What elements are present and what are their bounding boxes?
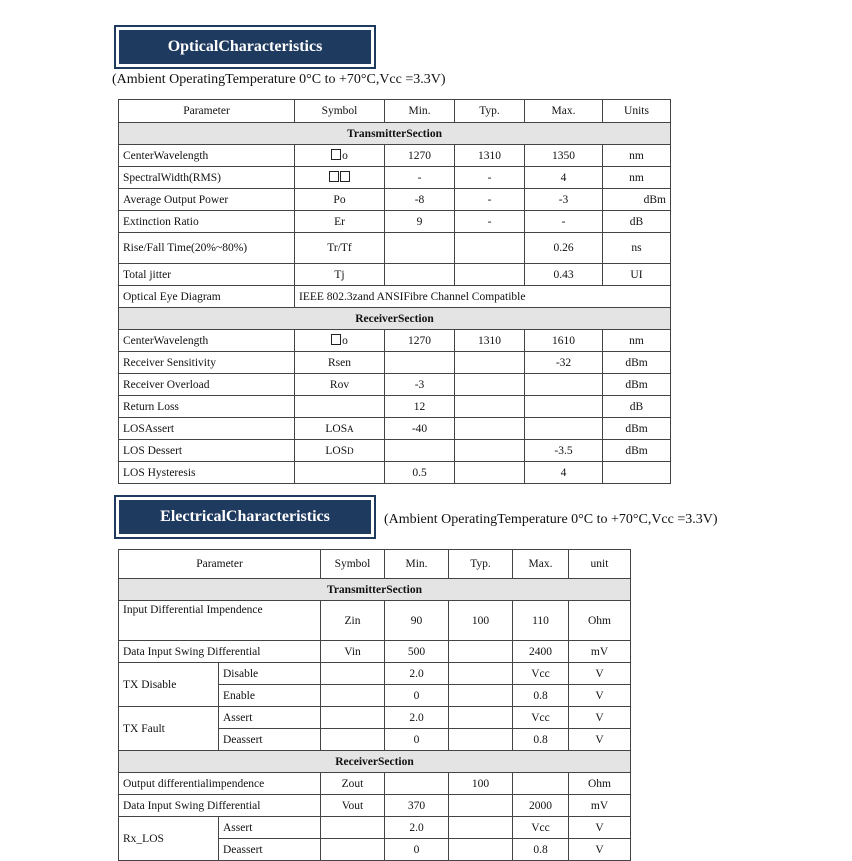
param-cell: Optical Eye Diagram (119, 286, 295, 308)
min-cell (385, 264, 455, 286)
typ-cell: 100 (449, 773, 513, 795)
symbol-cell: Rsen (295, 352, 385, 374)
param-cell: SpectralWidth(RMS) (119, 167, 295, 189)
max-cell: -32 (525, 352, 603, 374)
section-title: ReceiverSection (119, 308, 671, 330)
max-cell: 0.43 (525, 264, 603, 286)
header-cell: Typ. (455, 100, 525, 123)
max-cell: 4 (525, 462, 603, 484)
min-cell: 500 (385, 641, 449, 663)
param-cell: Input Differential Impendence (119, 601, 321, 641)
param-cell: LOS Hysteresis (119, 462, 295, 484)
header-cell: Min. (385, 100, 455, 123)
symbol-cell: o (295, 145, 385, 167)
param-cell: CenterWavelength (119, 330, 295, 352)
symbol-cell: Tj (295, 264, 385, 286)
symbol-cell: Vin (321, 641, 385, 663)
table-row (119, 440, 671, 462)
typ-cell (449, 707, 513, 729)
header-cell: Symbol (295, 100, 385, 123)
sub-param-cell: Enable (219, 685, 321, 707)
param-cell: CenterWavelength (119, 145, 295, 167)
table-row (119, 352, 671, 374)
param-cell: LOSAssert (119, 418, 295, 440)
symbol-cell: Po (295, 189, 385, 211)
typ-cell: 100 (449, 601, 513, 641)
optical-condition: (Ambient OperatingTemperature 0°C to +70°C,Vcc =3.3V) (112, 72, 446, 87)
max-cell: Vcc (513, 707, 569, 729)
table-row (119, 374, 671, 396)
unit-cell: nm (603, 145, 671, 167)
min-cell (385, 233, 455, 264)
symbol-cell: LOSD (295, 440, 385, 462)
max-cell (525, 418, 603, 440)
table-row (119, 462, 671, 484)
table-row (119, 817, 631, 839)
max-cell: 2000 (513, 795, 569, 817)
typ-cell (449, 663, 513, 685)
max-cell: 4 (525, 167, 603, 189)
missing-glyph-box-icon (340, 171, 350, 182)
max-cell: Vcc (513, 663, 569, 685)
param-cell: Data Input Swing Differential (119, 641, 321, 663)
unit-cell: dBm (603, 440, 671, 462)
min-cell: 2.0 (385, 663, 449, 685)
max-cell: 110 (513, 601, 569, 641)
sub-param-cell: Assert (219, 817, 321, 839)
sub-param-cell: Disable (219, 663, 321, 685)
header-cell: Max. (513, 550, 569, 579)
unit-cell: Ohm (569, 773, 631, 795)
unit-cell: UI (603, 264, 671, 286)
unit-cell: mV (569, 795, 631, 817)
typ-cell (455, 374, 525, 396)
optical-title-banner (114, 25, 376, 69)
header-cell: Typ. (449, 550, 513, 579)
table-row (119, 418, 671, 440)
missing-glyph-box-icon (329, 171, 339, 182)
optical-title: OpticalCharacteristics (119, 30, 371, 64)
symbol-cell: LOSA (295, 418, 385, 440)
unit-cell: nm (603, 167, 671, 189)
optical-table (118, 99, 671, 484)
electrical-tx-section-row (119, 579, 631, 601)
min-cell (385, 352, 455, 374)
unit-cell: V (569, 707, 631, 729)
header-cell: Symbol (321, 550, 385, 579)
typ-cell (449, 839, 513, 861)
max-cell (525, 396, 603, 418)
symbol-cell: Zin (321, 601, 385, 641)
unit-cell: dB (603, 211, 671, 233)
unit-cell: Ohm (569, 601, 631, 641)
unit-cell: nm (603, 330, 671, 352)
max-cell: 0.26 (525, 233, 603, 264)
optical-rx-section-row (119, 308, 671, 330)
param-cell: Receiver Sensitivity (119, 352, 295, 374)
table-row (119, 707, 631, 729)
min-cell: 0 (385, 729, 449, 751)
symbol-cell (321, 663, 385, 685)
typ-cell (455, 264, 525, 286)
table-row (119, 145, 671, 167)
electrical-condition: (Ambient OperatingTemperature 0°C to +70°C,Vcc =3.3V) (384, 512, 718, 527)
table-row (119, 396, 671, 418)
table-row (119, 189, 671, 211)
symbol-cell (295, 396, 385, 418)
max-cell: 0.8 (513, 729, 569, 751)
max-cell: 0.8 (513, 685, 569, 707)
min-cell: 0 (385, 839, 449, 861)
unit-cell: V (569, 663, 631, 685)
table-row (119, 233, 671, 264)
param-cell: Rise/Fall Time(20%~80%) (119, 233, 295, 264)
typ-cell: - (455, 211, 525, 233)
typ-cell (449, 729, 513, 751)
typ-cell: 1310 (455, 145, 525, 167)
missing-glyph-box-icon (331, 149, 341, 160)
table-row (119, 773, 631, 795)
symbol-cell: o (295, 330, 385, 352)
symbol-cell (321, 707, 385, 729)
section-title: ReceiverSection (119, 751, 631, 773)
sub-param-cell: Deassert (219, 729, 321, 751)
min-cell: 90 (385, 601, 449, 641)
min-cell: 370 (385, 795, 449, 817)
param-cell: Extinction Ratio (119, 211, 295, 233)
typ-cell (449, 817, 513, 839)
max-cell: 1610 (525, 330, 603, 352)
header-cell: unit (569, 550, 631, 579)
typ-cell (455, 352, 525, 374)
table-row (119, 264, 671, 286)
unit-cell (603, 462, 671, 484)
typ-cell (449, 795, 513, 817)
min-cell: - (385, 167, 455, 189)
table-row (119, 641, 631, 663)
max-cell: -3.5 (525, 440, 603, 462)
electrical-rx-section-row (119, 751, 631, 773)
max-cell: -3 (525, 189, 603, 211)
max-cell (525, 374, 603, 396)
min-cell: -3 (385, 374, 455, 396)
section-title: TransmitterSection (119, 123, 671, 145)
group-label: Rx_LOS (119, 817, 219, 861)
min-cell: 9 (385, 211, 455, 233)
max-cell: 1350 (525, 145, 603, 167)
electrical-header-row (119, 550, 631, 579)
param-cell: Average Output Power (119, 189, 295, 211)
unit-cell: V (569, 729, 631, 751)
min-cell: 1270 (385, 330, 455, 352)
unit-cell: V (569, 817, 631, 839)
min-cell: 0 (385, 685, 449, 707)
max-cell: - (525, 211, 603, 233)
typ-cell (455, 396, 525, 418)
table-row (119, 167, 671, 189)
max-cell (513, 773, 569, 795)
header-cell: Min. (385, 550, 449, 579)
header-cell: Max. (525, 100, 603, 123)
table-row (119, 330, 671, 352)
unit-cell: mV (569, 641, 631, 663)
unit-cell: dB (603, 396, 671, 418)
param-cell: Data Input Swing Differential (119, 795, 321, 817)
min-cell: 12 (385, 396, 455, 418)
electrical-title: ElectricalCharacteristics (119, 500, 371, 534)
min-cell: 2.0 (385, 707, 449, 729)
table-row (119, 601, 631, 641)
typ-cell: - (455, 189, 525, 211)
min-cell (385, 440, 455, 462)
optical-header-row (119, 100, 671, 123)
min-cell: -8 (385, 189, 455, 211)
table-row (119, 211, 671, 233)
min-cell (385, 773, 449, 795)
symbol-cell (321, 817, 385, 839)
typ-cell: - (455, 167, 525, 189)
typ-cell (449, 685, 513, 707)
typ-cell (455, 462, 525, 484)
min-cell: -40 (385, 418, 455, 440)
group-label: TX Fault (119, 707, 219, 751)
optical-tx-section-row (119, 123, 671, 145)
unit-cell: V (569, 839, 631, 861)
table-row (119, 663, 631, 685)
max-cell: 0.8 (513, 839, 569, 861)
symbol-cell: Vout (321, 795, 385, 817)
eye-diagram-value: IEEE 802.3zand ANSIFibre Channel Compatible (295, 286, 671, 308)
table-row (119, 795, 631, 817)
symbol-cell (321, 685, 385, 707)
max-cell: 2400 (513, 641, 569, 663)
header-cell: Units (603, 100, 671, 123)
max-cell: Vcc (513, 817, 569, 839)
symbol-cell (321, 839, 385, 861)
sub-param-cell: Deassert (219, 839, 321, 861)
unit-cell: V (569, 685, 631, 707)
unit-cell: dBm (603, 418, 671, 440)
unit-cell: dBm (603, 374, 671, 396)
group-label: TX Disable (119, 663, 219, 707)
header-cell: Parameter (119, 100, 295, 123)
typ-cell (449, 641, 513, 663)
min-cell: 1270 (385, 145, 455, 167)
param-cell: Return Loss (119, 396, 295, 418)
electrical-title-banner (114, 495, 376, 539)
sub-param-cell: Assert (219, 707, 321, 729)
unit-cell: dBm (603, 352, 671, 374)
typ-cell (455, 440, 525, 462)
param-cell: Total jitter (119, 264, 295, 286)
symbol-cell (321, 729, 385, 751)
symbol-cell: Zout (321, 773, 385, 795)
min-cell: 0.5 (385, 462, 455, 484)
param-cell: LOS Dessert (119, 440, 295, 462)
table-row (119, 286, 671, 308)
symbol-cell: Rov (295, 374, 385, 396)
param-cell: Receiver Overload (119, 374, 295, 396)
min-cell: 2.0 (385, 817, 449, 839)
header-cell: Parameter (119, 550, 321, 579)
symbol-cell: Er (295, 211, 385, 233)
typ-cell (455, 233, 525, 264)
typ-cell: 1310 (455, 330, 525, 352)
electrical-table (118, 549, 631, 861)
section-title: TransmitterSection (119, 579, 631, 601)
symbol-cell (295, 462, 385, 484)
typ-cell (455, 418, 525, 440)
param-cell: Output differentialimpendence (119, 773, 321, 795)
symbol-cell (295, 167, 385, 189)
missing-glyph-box-icon (331, 334, 341, 345)
symbol-cell: Tr/Tf (295, 233, 385, 264)
unit-cell: dBm (603, 189, 671, 211)
unit-cell: ns (603, 233, 671, 264)
